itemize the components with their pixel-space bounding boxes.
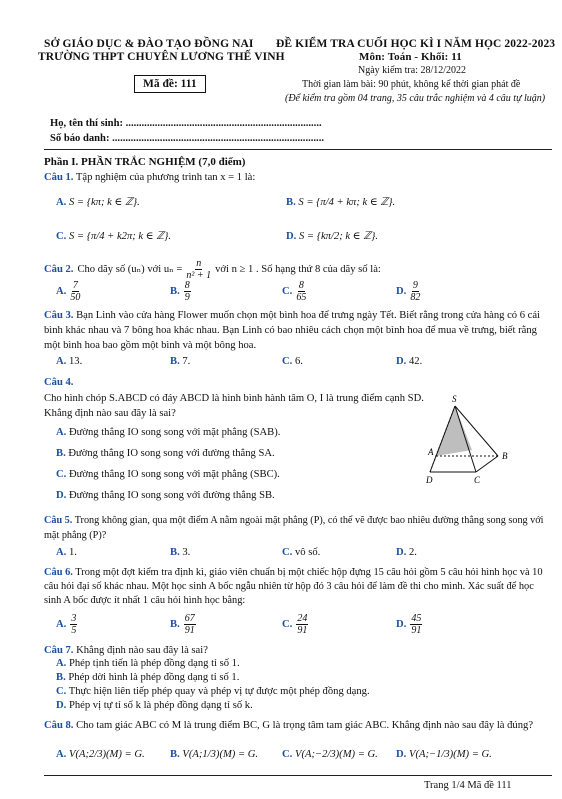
q5-option-b: B. 3. (170, 547, 191, 558)
label-b: B (502, 451, 508, 461)
q2-option-b: B. $\frac{8}{9}$ (170, 280, 190, 303)
exam-date: Ngày kiểm tra: 28/12/2022 (358, 65, 467, 76)
part1-heading: Phần I. PHẦN TRẮC NGHIỆM (7,0 điểm) (44, 156, 246, 168)
question-6: Câu 6. Trong một đợt kiểm tra định kì, giáo viên chuẩn bị một chiếc hộp đựng 15 câu hỏi gồm 5 câu hỏi hình học và 10 câu hỏi đại số khác nhau. Một học sinh A bốc ngẫu nhiên từ hộp đó 3 câu hỏi để làm đề thi cho mình. Xác suất để học sinh A bốc được ít nhất 1 câu hỏi hình học bằng: (44, 567, 543, 606)
question-7: Câu 7. Khẳng định nào sau đây là sai? (44, 645, 208, 656)
question-5: Câu 5. Trong không gian, qua một điểm A nằm ngoài mặt phẳng (P), có thể vẽ được bao nhiêu đường thẳng song song với mặt phẳng (P)? (44, 515, 544, 541)
q7-option-c: C. Thực hiện liên tiếp phép quay và phép vị tự được một phép đồng dạng. (56, 686, 370, 697)
q2-option-d: D. $\frac{9}{82}$ (396, 280, 421, 303)
q2-option-a: A. $\frac{7}{50}$ (56, 280, 81, 303)
q8-option-d: D. V(A;−1/3)(M) = G. (396, 749, 492, 760)
q2-option-c: C. $\frac{8}{65}$ (282, 280, 307, 303)
exam-title: ĐỀ KIỂM TRA CUỐI HỌC KÌ I NĂM HỌC 2022-2023 (276, 38, 556, 50)
q5-option-a: A. 1. (56, 547, 77, 558)
q3-option-b: B. 7. (170, 356, 191, 367)
pyramid-figure (418, 392, 518, 484)
label-s: S (452, 394, 457, 404)
exam-time: Thời gian làm bài: 90 phút, không kể thời gian phát đề (302, 79, 521, 90)
q6-option-b: B. $\frac{67}{91}$ (170, 613, 195, 636)
q6-option-d: D. $\frac{45}{91}$ (396, 613, 422, 636)
question-3: Câu 3. Bạn Linh vào cửa hàng Flower muốn chọn một bình hoa để trưng ngày Tết. Biết rằng trong cửa hàng có 6 cái bình khác nhau và 7 bông hoa khác nhau. Bạn Linh có bao nhiêu cách chọn một bình hoa để mua về trưng, biết rằng một bình hoa bao gồm một bình và một bông hoa. (44, 310, 541, 351)
q6-option-c: C. $\frac{24}{91}$ (282, 613, 308, 636)
q1-label: Câu 1. (44, 172, 74, 183)
q5-option-d: D. 2. (396, 547, 417, 558)
label-c: C (474, 475, 481, 484)
q4-option-c: C. Đường thẳng IO song song với mặt phẳng (SBC). (56, 469, 280, 480)
student-name-field: Họ, tên thí sinh: .......................................................................... (50, 118, 322, 129)
label-d: D (426, 475, 433, 484)
q7-option-a: A. Phép tịnh tiến là phép đồng dạng tỉ số 1. (56, 658, 240, 669)
dept-name: SỞ GIÁO DỤC & ĐÀO TẠO ĐỒNG NAI (44, 38, 254, 50)
student-id-field: Số báo danh: ................................................................................ (50, 133, 324, 144)
q7-option-b: B. Phép dời hình là phép đồng dạng tỉ số 1. (56, 672, 240, 683)
q1-option-c: C. S = {π/4 + k2π; k ∈ ℤ}. (56, 231, 172, 242)
edge-cb (476, 456, 498, 472)
q4-option-b: B. Đường thẳng IO song song với đường thẳng SA. (56, 448, 275, 459)
q1-text: Tập nghiệm của phương trình tan x = 1 là: (75, 172, 256, 183)
q8-option-a: A. V(A;2/3)(M) = G. (56, 749, 145, 760)
page-footer: Trang 1/4 Mã đề 111 (424, 780, 512, 791)
q3-option-d: D. 42. (396, 356, 423, 367)
q1-option-a: A. S = {kπ; k ∈ ℤ}. (56, 197, 140, 208)
q8-option-b: B. V(A;1/3)(M) = G. (170, 749, 259, 760)
q6-option-a: A. $\frac{3}{5}$ (56, 613, 77, 636)
q3-option-a: A. 13. (56, 356, 83, 367)
question-2: Câu 2. Cho dãy số (uₙ) với uₙ = $\frac{n}{\text{n² + 1}}$ với n ≥ 1 . Số hạng thứ 8 của dãy số là: (44, 258, 381, 281)
q4-option-a: A. Đường thẳng IO song song với mặt phẳng (SAB). (56, 427, 281, 438)
q5-option-c: C. vô số. (282, 547, 321, 558)
footer-divider (44, 775, 552, 776)
divider (44, 149, 552, 150)
exam-code: Mã đề: 111 (134, 75, 206, 93)
label-a: A (428, 447, 434, 457)
q4-label: Câu 4. (44, 377, 74, 388)
exam-note: (Để kiểm tra gồm 04 trang, 35 câu trắc nghiệm và 4 câu tự luận) (285, 93, 546, 104)
q1-option-b: B. S = {π/4 + kπ; k ∈ ℤ}. (286, 197, 396, 208)
subject: Môn: Toán - Khối: 11 (359, 51, 462, 63)
q3-option-c: C. 6. (282, 356, 303, 367)
q4-option-d: D. Đường thẳng IO song song với đường thẳng SB. (56, 490, 275, 501)
q4-text: Cho hình chóp S.ABCD có đáy ABCD là hình bình hành tâm O, I là trung điểm cạnh SD. Khẳng định nào sau đây là sai? (44, 393, 424, 419)
q7-option-d: D. Phép vị tự tỉ số k là phép đồng dạng tỉ số k. (56, 700, 253, 711)
shaded-face (436, 406, 472, 456)
q8-option-c: C. V(A;−2/3)(M) = G. (282, 749, 378, 760)
q1-option-d: D. S = {kπ/2; k ∈ ℤ}. (286, 231, 378, 242)
school-name: TRƯỜNG THPT CHUYÊN LƯƠNG THẾ VINH (38, 51, 285, 63)
question-1 (44, 170, 255, 185)
question-8: Câu 8. Cho tam giác ABC có M là trung điểm BC, G là trọng tâm tam giác ABC. Khẳng định nào sau đây là đúng? (44, 720, 534, 731)
